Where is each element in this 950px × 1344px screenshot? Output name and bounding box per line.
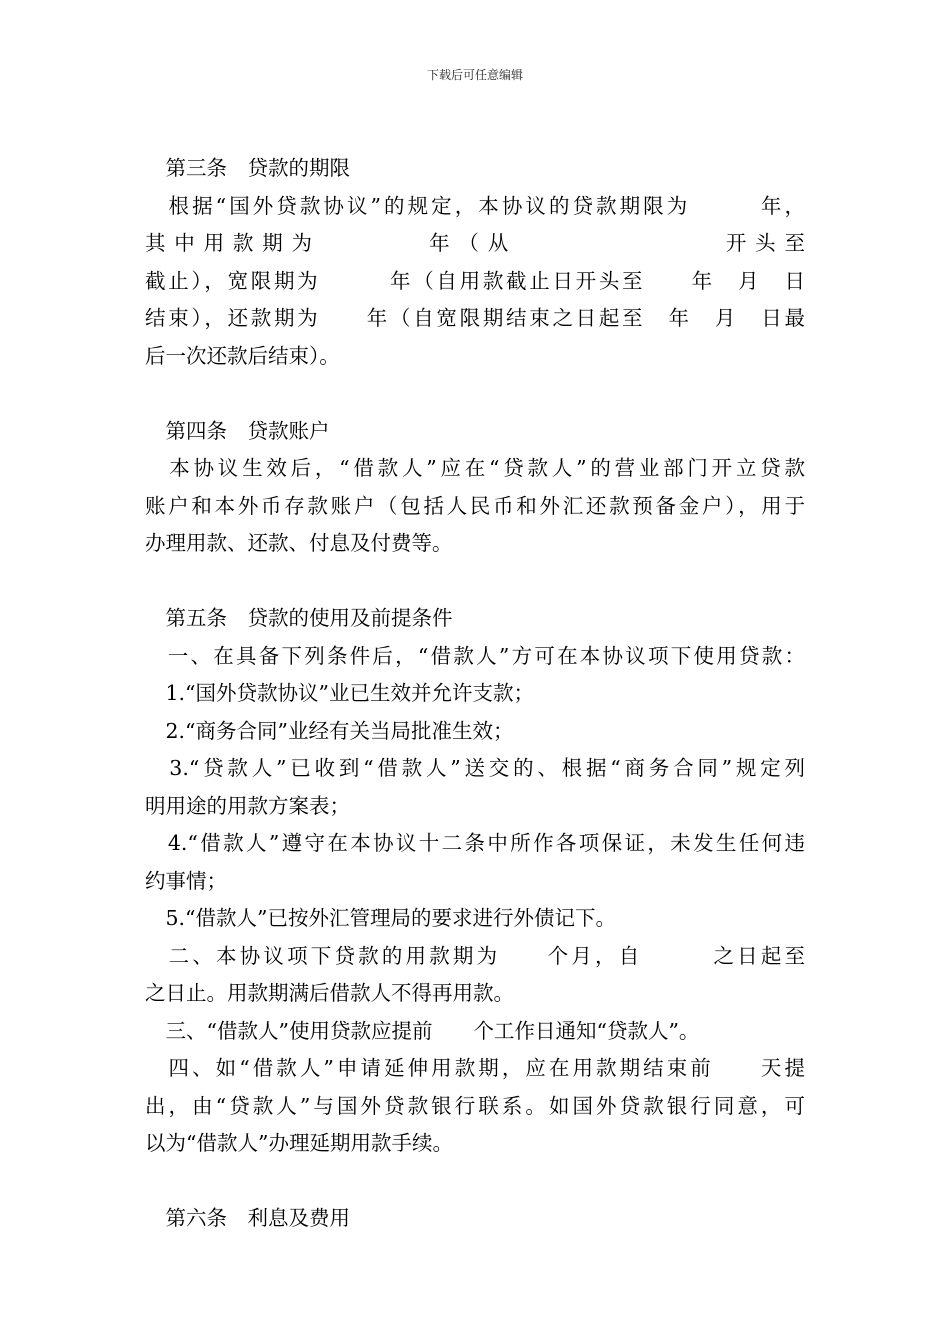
text-line: 1.“国外贷款协议”业已生效并允许支款； [145, 681, 535, 705]
text-line: 4.“借款人”遵守在本协议十二条中所作各项保证，未发生任何违 [145, 831, 805, 855]
text-line: 2.“商务合同”业经有关当局批准生效； [145, 718, 514, 743]
text-line: 第三条 贷款的期限 [145, 156, 350, 180]
text-line: 约事情； [145, 868, 227, 893]
document-body [145, 150, 805, 1238]
text-line: 本协议生效后，“借款人”应在“贷款人”的营业部门开立贷款 [145, 456, 805, 480]
text-line: 一、在具备下列条件后，“借款人”方可在本协议项下使用贷款： [145, 643, 805, 668]
text-line: 明用途的用款方案表； [145, 793, 350, 818]
text-line: 后一次还款后结束）。 [145, 343, 340, 368]
blank-line [145, 375, 805, 413]
page-header: 下载后可任意编辑 [426, 68, 523, 82]
text-line: 根据“国外贷款协议”的规定，本协议的贷款期限为 年， [145, 193, 805, 218]
text-line: 5.“借款人”已按外汇管理局的要求进行外债记下。 [145, 906, 617, 930]
text-line: 第六条 利息及费用 [145, 1206, 350, 1230]
text-line: 3.“贷款人”已收到“借款人”送交的、根据“商务合同”规定列 [145, 756, 805, 780]
text-line: 四、如“借款人”申请延伸用款期，应在用款期结束前 天提 [145, 1056, 805, 1080]
text-line: 出，由“贷款人”与国外贷款银行联系。如国外贷款银行同意，可 [145, 1093, 805, 1118]
text-line: 二、本协议项下贷款的用款期为 个月，自 之日起至 [145, 943, 805, 968]
blank-line [145, 563, 805, 601]
text-line: 第五条 贷款的使用及前提条件 [145, 606, 453, 630]
text-line: 以为“借款人”办理延期用款手续。 [145, 1131, 453, 1155]
text-line: 截止），宽限期为 年（自用款截止日开头至 年 月 日 [145, 268, 805, 293]
text-line: 第四条 贷款账户 [145, 418, 330, 443]
blank-line [145, 1163, 805, 1201]
text-line: 其 中 用 款 期 为 年 （ 从 开 头 至 [145, 231, 805, 255]
text-line: 办理用款、还款、付息及付费等。 [145, 531, 453, 555]
text-line: 三、“借款人”使用贷款应提前 个工作日通知“贷款人”。 [145, 1018, 700, 1043]
text-line: 账户和本外币存款账户（包括人民币和外汇还款预备金户），用于 [145, 493, 805, 518]
text-line: 之日止。用款期满后借款人不得再用款。 [145, 981, 514, 1005]
text-line: 结束），还款期为 年（自宽限期结束之日起至 年 月 日最 [145, 306, 805, 330]
